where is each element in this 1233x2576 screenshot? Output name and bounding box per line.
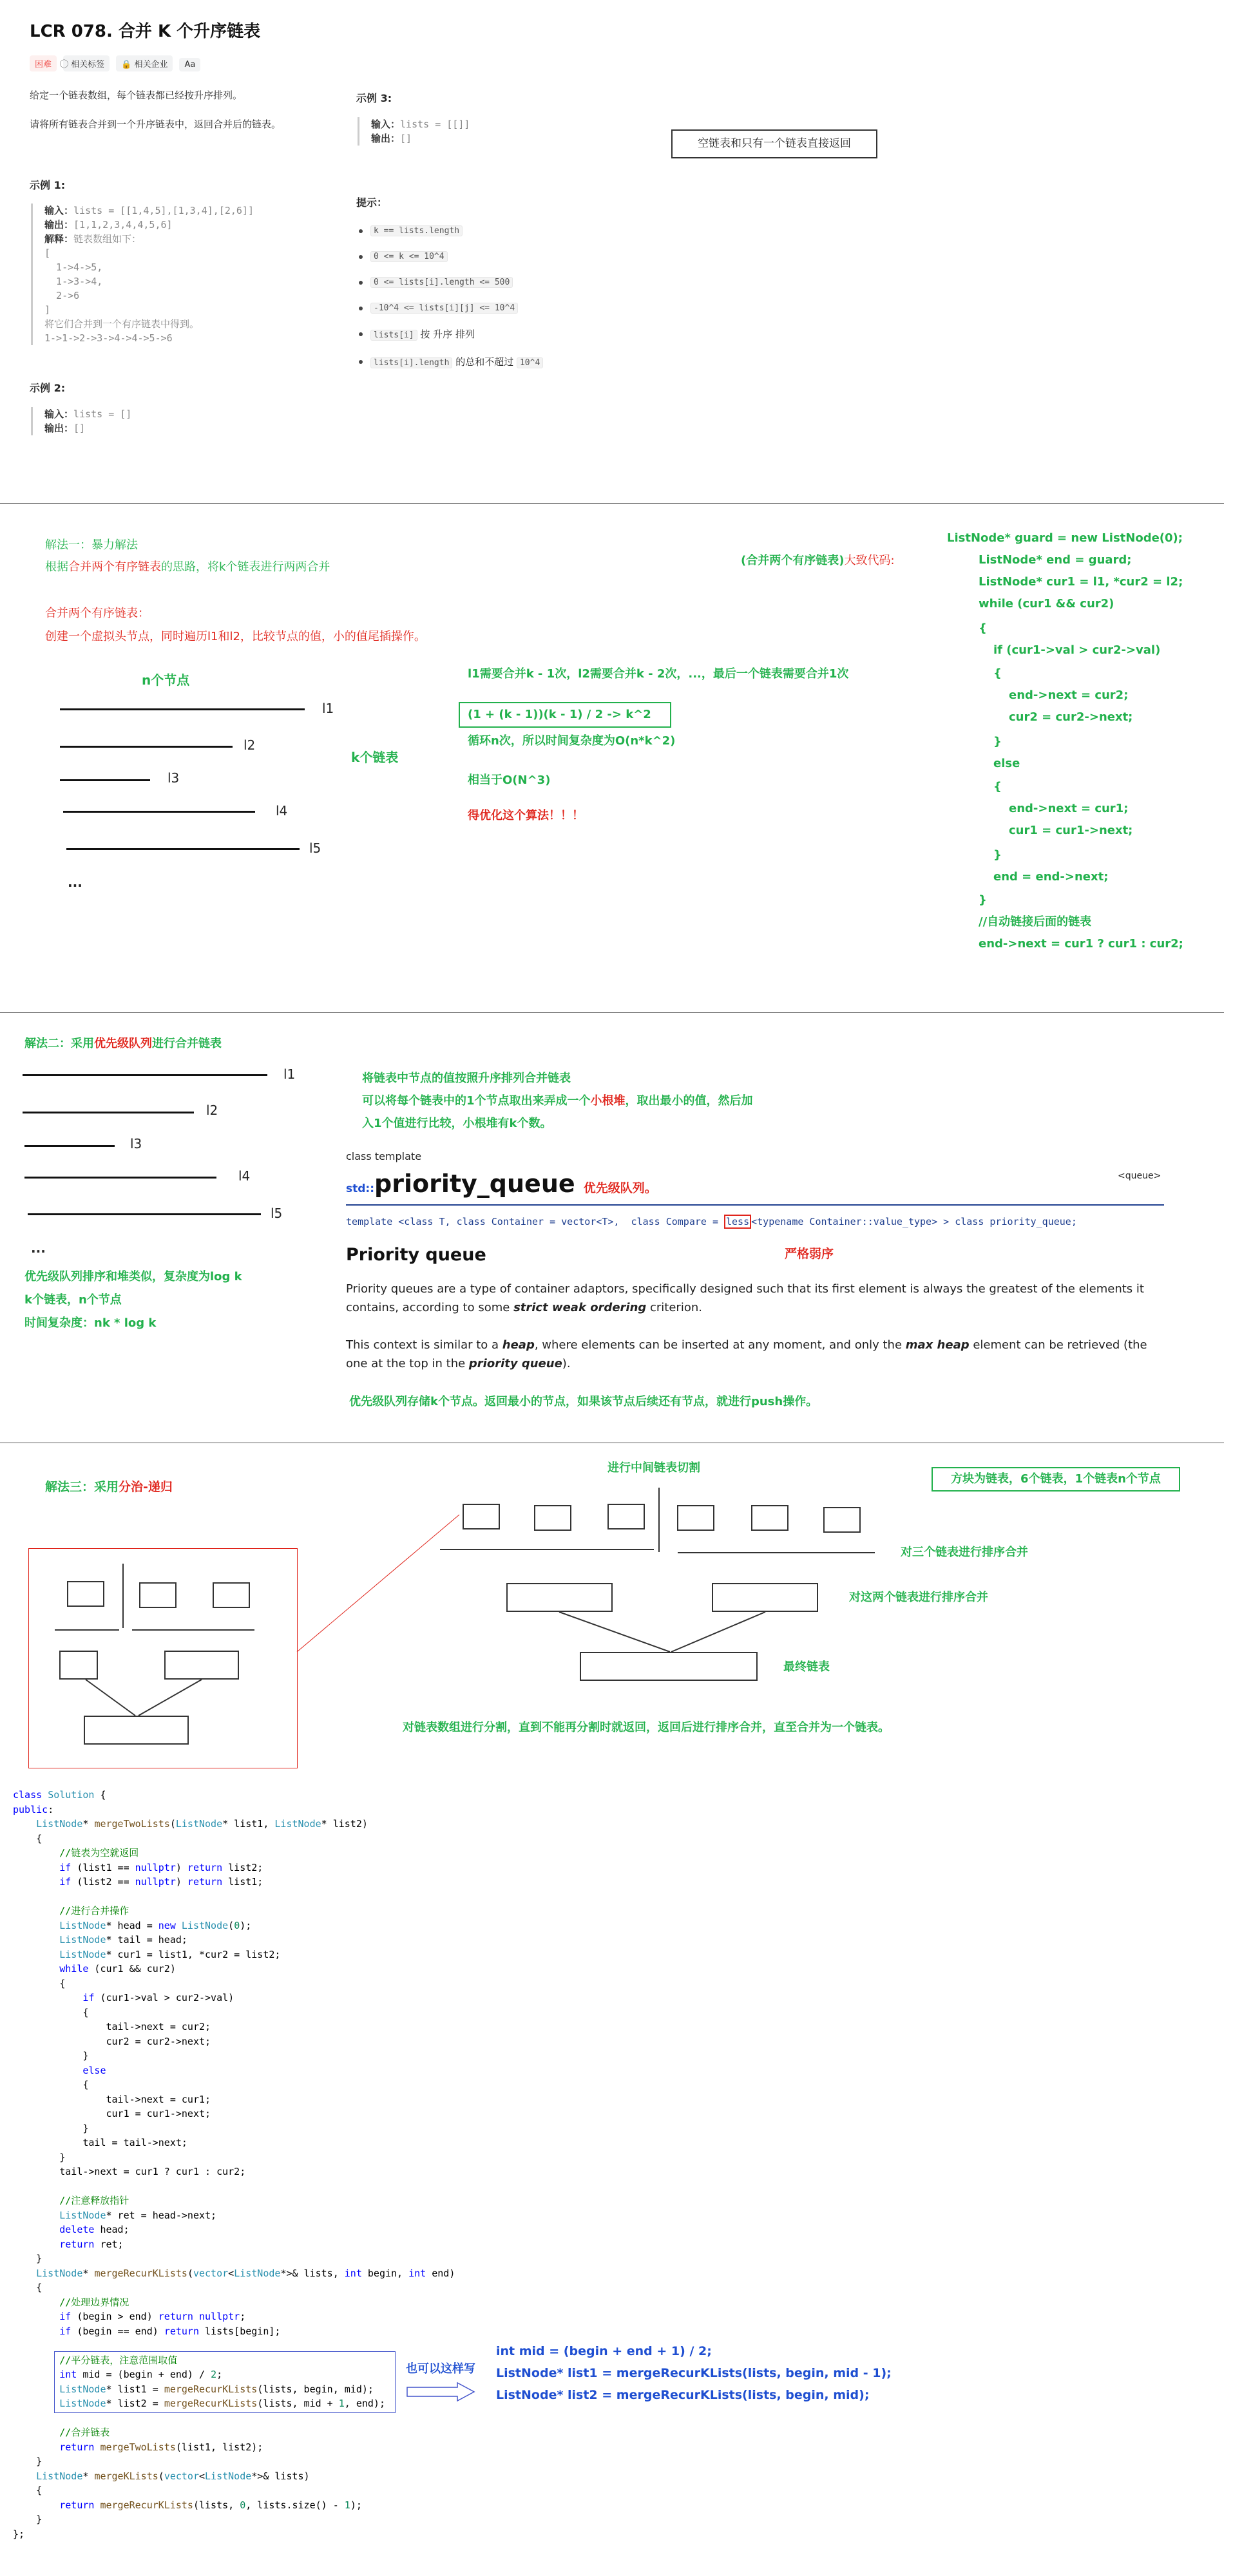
list-box [164,1651,239,1680]
input-value: lists = [[]] [400,118,470,130]
text: priority queue [468,1357,562,1370]
less-highlight: less [724,1215,751,1229]
hint-code: 10^4 [517,357,543,368]
list-box [213,1582,250,1608]
code-line: if (cur1->val > cur2->val) [993,643,1161,657]
explain-line: 1->4->5, [44,261,103,273]
text: 合并两个有序链表 [68,560,161,574]
strict-weak-order-label: 严格弱序 [785,1247,834,1261]
text: , where elements can be inserted at any moment, and only the [534,1338,906,1352]
complexity-1: 优先级队列排序和堆类似，复杂度为log k [24,1270,242,1283]
text: 优先级队列 [94,1037,152,1050]
hint-code: 0 <= lists[i].length <= 500 [370,277,513,288]
input-label: 输入： [44,408,74,420]
note-box: 空链表和只有一个链表直接返回 [671,129,877,158]
text: strict weak ordering [513,1301,647,1314]
explain-value: 链表数组如下： [73,233,142,245]
text: 大致代码: [844,554,895,567]
ellipsis: ... [31,1240,46,1256]
hints-title: 提示： [356,196,388,209]
code-line: { [993,667,1002,680]
explain-label: 解释： [44,233,74,245]
box-note: 方块为链表，6个链表，1个链表n个节点 [932,1467,1180,1492]
input-value: lists = [] [73,408,132,420]
hint-text: 按 升序 排列 [420,328,475,340]
input-value: lists = [[1,4,5],[1,3,4],[2,6]] [73,205,254,216]
code-line: { [979,621,987,635]
list-box [139,1582,177,1608]
text: ). [562,1357,571,1370]
pq-title: Priority queue [346,1245,486,1265]
hint-code: k == lists.length [370,225,463,236]
final-label: 最终链表 [783,1660,830,1674]
arrow-icon [406,2382,477,2402]
output-label: 输出： [44,422,74,434]
text: <typename Container::value_type> > class priority_queue; [751,1216,1077,1227]
group-line [132,1629,254,1631]
example-3-title: 示例 3: [356,92,392,104]
example-2-title: 示例 2: [30,382,66,394]
code-block: class Solution { public: ListNode* mergeTwoLists(ListNode* list1, ListNode* list2) { //链表为空就返回 if (list1 == nullptr) return list2; if (list2 == nullptr) return list1; //进行合并操作 ListNode* head = new ListNode(0); ListNode* tail = head; ListNode* cur1 = list1, *cur2 = list2; while (cur1 && cur2) { if (cur1->val > cur2->val) { tail->next = cur2; cur2 = cur2->next; } else { tail->next = cur1; cur1 = cur1->next; } tail = tail->next; } tail->next = cur1 ? cur1 : cur2; //注意释放指针 ListNode* ret = head->next; delete head; return ret; } ListNode* mergeRecurKLists(vector<ListNode*>& lists, int begin, int end) { //处理边界情况 if (begin > end) return nullptr; if (begin == end) return lists[begin]; //平分链表，注意范围取值 int mid = (begin + end) / 2; ListNode* list1 = mergeRecurKLists(lists, begin, mid); ListNode* list2 = mergeRecurKLists(lists, mid + 1, end); //合并链表 return mergeTwoLists(list1, list2); } ListNode* mergeKLists(vector<ListNode*>& lists) { return mergeRecurKLists(lists, 0, lists.size() - 1); } }; [13,1789,455,2540]
list-label: l2 [206,1103,218,1118]
text: max heap [905,1338,970,1352]
code-line: } [993,848,1002,862]
pq-note-1: 将链表中节点的值按照升序排列合并链表 [362,1072,571,1085]
output-value: [] [73,422,86,434]
code-line: } [979,893,987,907]
code-line: //自动链接后面的链表 [979,915,1092,929]
final-list-box [580,1652,758,1681]
merge2-label: 对这两个链表进行排序合并 [849,1591,988,1604]
list-label: l3 [167,770,180,786]
alt-code-line: int mid = (begin + end + 1) / 2; [496,2344,712,2358]
output-value: [] [400,133,412,144]
related-tags-button[interactable]: ⃝ 相关标签 [63,55,110,71]
text: heap [502,1338,535,1352]
alt-code-line: ListNode* list1 = mergeRecurKLists(lists, begin, mid - 1); [496,2366,892,2380]
pq-note-3: 入1个值进行比较，小根堆有k个数。 [362,1117,552,1130]
merge-note: l1需要合并k - 1次，l2需要合并k - 2次，...，最后一个链表需要合并1次 [468,667,849,681]
code-line: else [993,757,1020,770]
code-line: ListNode* guard = new ListNode(0); [947,531,1183,545]
hint-code: 0 <= k <= 10^4 [370,251,448,262]
s1-title: 解法一：暴力解法 [45,538,138,552]
problem-title: LCR 078. 合并 K 个升序链表 [30,22,261,41]
text: template <class T, class Container = vector<T>, class Compare = [346,1216,724,1227]
input-label: 输入： [371,118,401,130]
text: criterion. [646,1301,702,1314]
code-line: ListNode* end = guard; [979,553,1132,567]
pq-store-note: 优先级队列存储k个节点。返回最小的节点，如果该节点后续还有节点，就进行push操作。 [349,1395,818,1408]
list-label: l4 [276,803,288,819]
std-namespace: std:: [346,1182,375,1195]
code-line: } [993,735,1002,748]
queue-header-tag: <queue> [1118,1171,1161,1181]
hint-code: lists[i] [370,330,417,341]
merge3-label: 对三个链表进行排序合并 [901,1546,1028,1559]
code-line: { [993,780,1002,793]
problem-desc-1: 给定一个链表数组，每个链表都已经按升序排列。 [30,90,243,101]
list-label: l4 [238,1168,251,1184]
list-label: l1 [283,1066,296,1082]
explain-line: [ [44,247,51,259]
code-line: end = end->next; [993,870,1109,884]
complexity-3: 时间复杂度：nk * log k [24,1316,157,1330]
split-line [122,1564,124,1628]
code-line: end->next = cur2; [1009,688,1129,702]
class-template-label: class template [346,1150,422,1162]
n-nodes-label: n个节点 [142,672,190,688]
example-1-title: 示例 1: [30,179,66,191]
list-label: l2 [244,737,256,753]
explain-line: 将它们合并到一个有序链表中得到。 [44,318,200,330]
explain-line: 1->3->4, [44,276,103,287]
code-line: end->next = cur1; [1009,802,1129,815]
hint-code: lists[i].length [370,357,452,368]
hint-text: 的总和不超过 [455,356,514,368]
list-label: l1 [322,701,334,716]
code-line: ListNode* cur1 = l1, *cur2 = l2; [979,575,1183,589]
text: 可以将每个链表中的1个节点取出来弄成一个 [362,1094,591,1108]
output-label: 输出： [371,133,401,144]
code-line: while (cur1 && cur2) [979,597,1114,611]
list-box [59,1651,98,1680]
text: 进行合并链表 [152,1037,222,1050]
font-size-button[interactable]: Aa [179,58,200,71]
pq-note: 优先级队列。 [583,1181,657,1195]
explain-line: 2->6 [44,290,80,301]
text: 解法二：采用 [24,1037,94,1050]
formula-box: (1 + (k - 1))(k - 1) / 2 -> k^2 [459,702,671,728]
list-box [67,1581,104,1607]
text: (合并两个有序链表) [741,554,845,567]
related-companies-button[interactable]: 🔒 相关企业 [116,55,173,71]
equiv-note: 相当于O(N^3) [468,773,551,787]
mid-highlight-box [54,2351,396,2413]
hint-code: -10^4 <= lists[i][j] <= 10^4 [370,303,518,314]
text: 的思路，将k个链表进行两两合并 [161,560,330,574]
output-value: [1,1,2,3,4,4,5,6] [73,219,173,231]
text: 解法三：采用 [45,1480,119,1494]
mid-split-label: 进行中间链表切割 [607,1461,700,1475]
list-label: l5 [271,1206,283,1221]
code-line: cur1 = cur1->next; [1009,824,1133,837]
text: 分治-递归 [119,1480,173,1494]
text: 根据 [45,560,68,574]
difficulty-badge[interactable]: 困难 [30,55,57,71]
s1-red1: 合并两个有序链表： [45,607,149,620]
text: This context is similar to a [346,1338,502,1352]
final-list-box [84,1716,189,1745]
list-label: l5 [309,840,321,856]
text: 小根堆 [590,1094,626,1108]
explain-line: ] [44,304,51,316]
optimize-note: 得优化这个算法！！！ [468,809,584,822]
group-line [55,1629,119,1631]
s1-red2: 创建一个虚拟头节点，同时遍历l1和l2，比较节点的值，小的值尾插操作。 [45,630,426,643]
text: ，取出最小的值，然后加 [625,1094,753,1108]
ellipsis: ... [68,875,82,890]
list-label: l3 [130,1136,142,1151]
text: element can be retrieved (the one at the top in the [346,1338,1147,1370]
alt-code-line: ListNode* list2 = mergeRecurKLists(lists, begin, mid); [496,2388,870,2402]
code-line: end->next = cur1 ? cur1 : cur2; [979,937,1183,951]
summary-note: 对链表数组进行分割，直到不能再分割时就返回，返回后进行排序合并，直至合并为一个链表。 [403,1721,890,1734]
complexity-2: k个链表，n个节点 [24,1293,122,1307]
text: Priority queues are a type of container adaptors, specifically designed such that its first element is always the greatest of the elements it contains, according to some [346,1282,1144,1314]
output-label: 输出： [44,219,74,231]
input-label: 输入： [44,205,74,216]
k-lists-label: k个链表 [351,750,399,765]
alt-label: 也可以这样写 [406,2362,475,2376]
explain-line: 1->1->2->3->4->4->5->6 [44,332,173,344]
problem-desc-2: 请将所有链表合并到一个升序链表中，返回合并后的链表。 [30,118,282,130]
pq-name: priority_queue [374,1170,575,1198]
loop-note: 循环n次，所以时间复杂度为O(n*k^2) [468,734,676,748]
code-line: cur2 = cur2->next; [1009,710,1133,724]
